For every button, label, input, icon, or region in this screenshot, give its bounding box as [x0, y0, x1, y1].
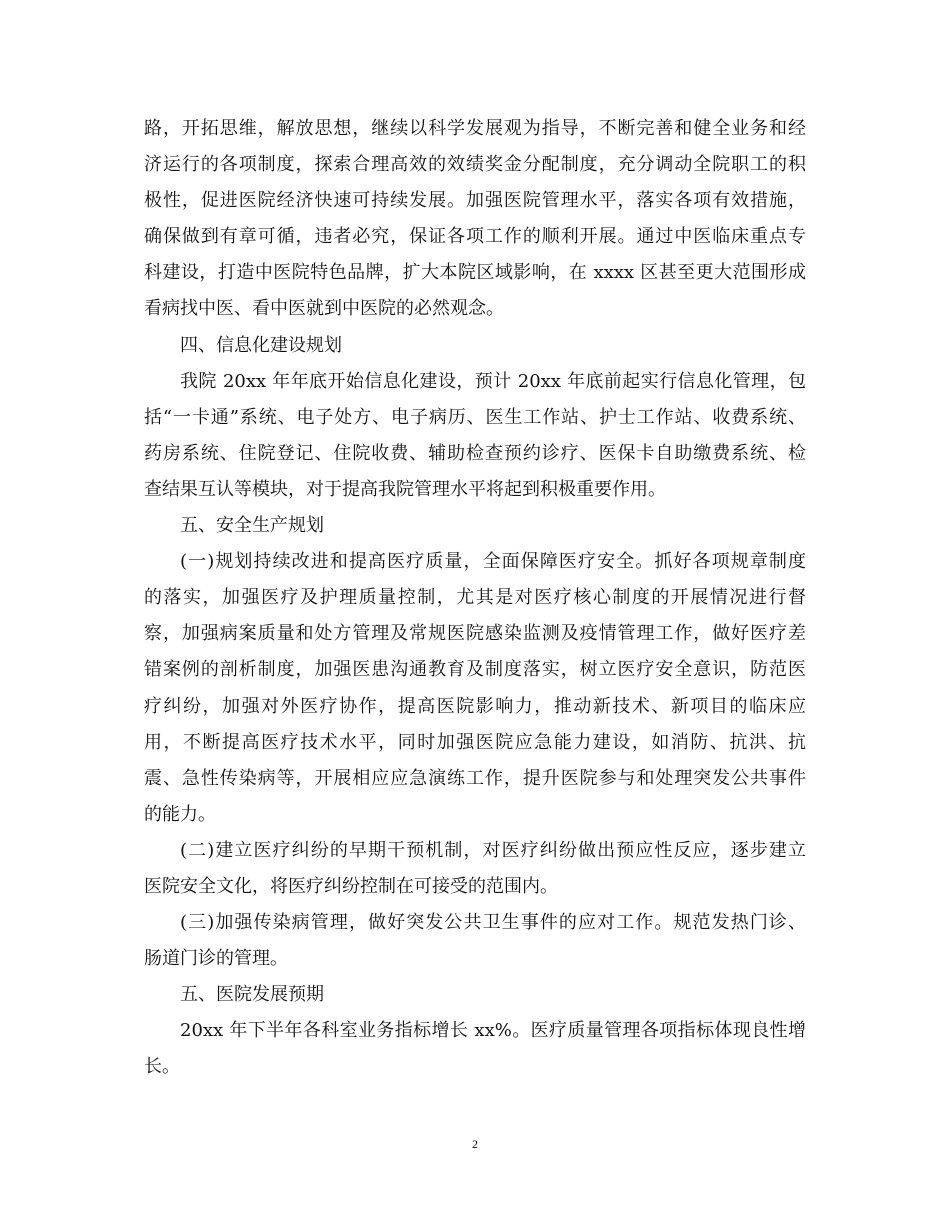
- paragraph-line: 的落实，加强医疗及护理质量控制，尤其是对医疗核心制度的开展情况进行督: [144, 587, 806, 609]
- body-text: [144, 111, 806, 1086]
- paragraph-line: 震、急性传染病等，开展相应应急演练工作，提升医院参与和处理突发公共事件: [144, 767, 806, 789]
- paragraph-line: 疗纠纷，加强对外医疗协作，提高医院影响力，推动新技术、新项目的临床应: [144, 695, 806, 717]
- paragraph-line: 括“一卡通”系统、电子处方、电子病历、医生工作站、护士工作站、收费系统、: [144, 406, 806, 428]
- section-heading-informatization: 四、信息化建设规划: [180, 334, 342, 356]
- paragraph-line: 的能力。: [144, 803, 216, 825]
- paragraph-line: (三)加强传染病管理，做好突发公共卫生事件的应对工作。规范发热门诊、: [180, 912, 806, 934]
- paragraph-line: 肠道门诊的管理。: [144, 948, 288, 970]
- paragraph-line: 药房系统、住院登记、住院收费、辅助检查预约诊疗、医保卡自助缴费系统、检: [144, 442, 806, 464]
- paragraph-line: 查结果互认等模块，对于提高我院管理水平将起到积极重要作用。: [144, 478, 666, 500]
- paragraph-line: 长。: [144, 1056, 180, 1078]
- paragraph-line: 我院 20xx 年年底开始信息化建设，预计 20xx 年底前起实行信息化管理，包: [180, 370, 806, 392]
- paragraph-line: 极性，促进医院经济快速可持续发展。加强医院管理水平，落实各项有效措施，: [144, 190, 806, 212]
- paragraph-line: 济运行的各项制度，探索合理高效的效绩奖金分配制度，充分调动全院职工的积: [144, 154, 806, 176]
- paragraph-line: (二)建立医疗纠纷的早期干预机制，对医疗纠纷做出预应性反应，逐步建立: [180, 839, 806, 861]
- page-number: 2: [472, 1137, 478, 1151]
- paragraph-line: 路，开拓思维，解放思想，继续以科学发展观为指导，不断完善和健全业务和经: [144, 118, 806, 139]
- paragraph-line: 错案例的剖析制度，加强医患沟通教育及制度落实，树立医疗安全意识，防范医: [144, 659, 806, 681]
- paragraph-line: (一)规划持续改进和提高医疗质量，全面保障医疗安全。抓好各项规章制度: [180, 551, 806, 573]
- paragraph-line: 医院安全文化，将医疗纠纷控制在可接受的范围内。: [144, 875, 558, 897]
- paragraph-line: 用，不断提高医疗技术水平，同时加强医院应急能力建设，如消防、抗洪、抗: [144, 731, 806, 753]
- paragraph-line: 20xx 年下半年各科室业务指标增长 xx%。医疗质量管理各项指标体现良性增: [180, 1020, 806, 1042]
- paragraph-line: 科建设，打造中医院特色品牌，扩大本院区域影响，在 xxxx 区甚至更大范围形成: [144, 262, 806, 284]
- paragraph-line: 看病找中医、看中医就到中医院的必然观念。: [144, 298, 504, 320]
- paragraph-line: 确保做到有章可循，违者必究，保证各项工作的顺利开展。通过中医临床重点专: [144, 226, 806, 248]
- paragraph-line: 察，加强病案质量和处方管理及常规医院感染监测及疫情管理工作，做好医疗差: [144, 623, 806, 645]
- section-heading-safety: 五、安全生产规划: [180, 515, 324, 537]
- section-heading-development: 五、医院发展预期: [180, 984, 324, 1006]
